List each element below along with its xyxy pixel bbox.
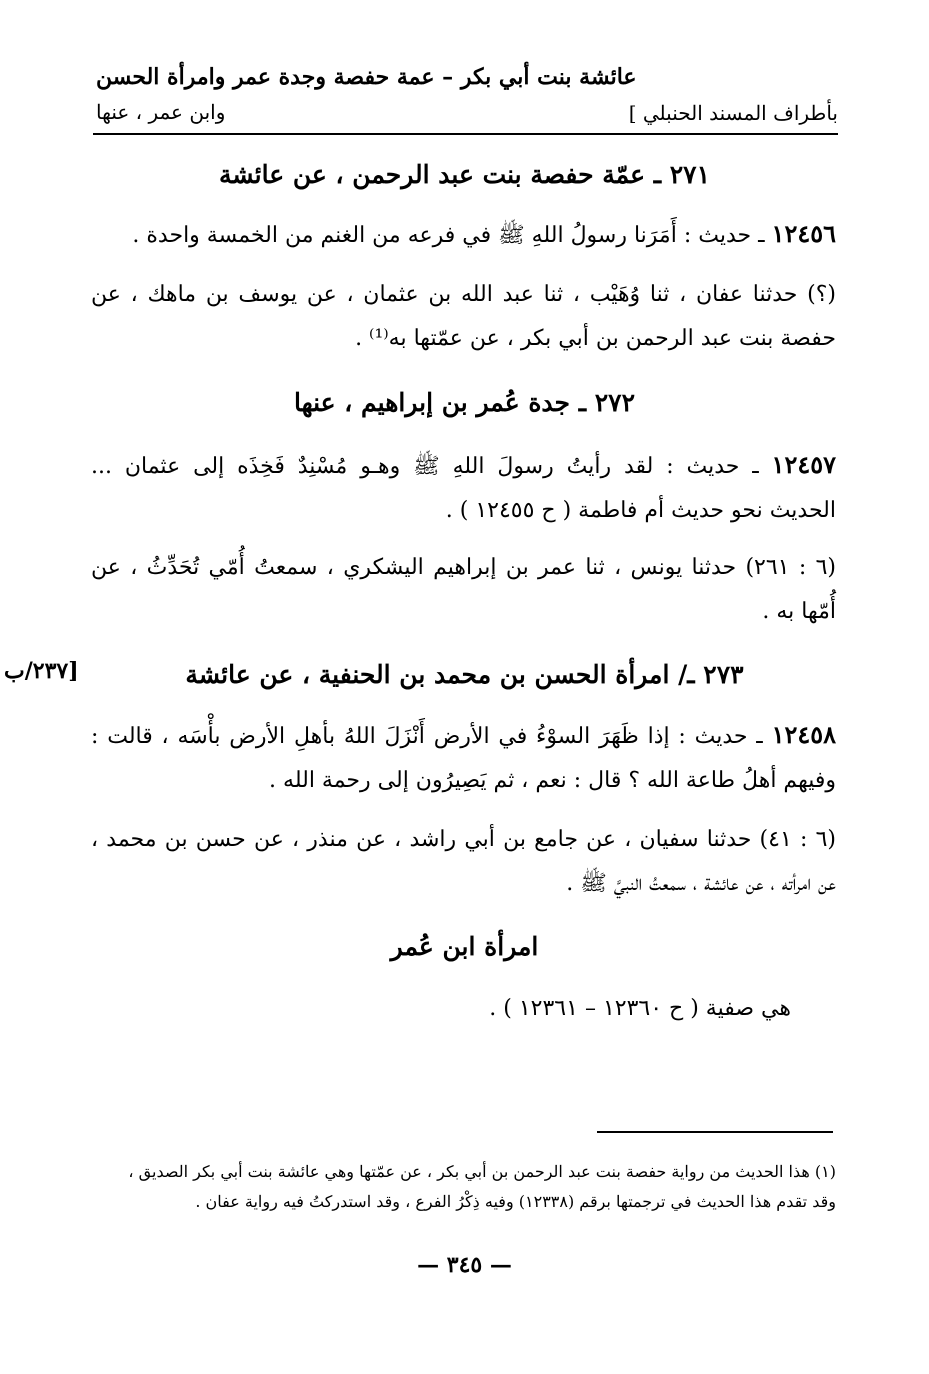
final-section-text: هي صفية ( ح ١٢٣٦٠ – ١٢٣٦١ ) . (489, 996, 791, 1021)
page-number: — ٣٤٥ — (417, 1252, 512, 1278)
isnad-line: (٦ : ٤١) حدثنا سفيان ، عن جامع بن أبي راشد ، عن منذر ، عن حسن بن محمد ، (91, 827, 836, 852)
hadith-line: ١٢٤٥٧ ـ حديث : لقد رأيتُ رسولَ اللهِ ﷺ وهـو مُسْنِدٌ فَخِذَه إلى عثمان ... (91, 450, 836, 479)
isnad-line: (؟) حدثنا عفان ، ثنا وُهَيْب ، ثنا عبد الله بن عثمان ، عن يوسف بن ماهك ، عن (91, 282, 836, 307)
hadith-12458 (91, 713, 836, 803)
hadith-12457 (91, 443, 836, 533)
header-book-title: بأطراف المسند الحنبلي ] (628, 101, 838, 125)
header-title-line1: عائشة بنت أبي بكر – عمة حفصة وجدة عمر وامرأة الحسن (96, 64, 637, 90)
footnote-line: (١) هذا الحديث من رواية حفصة بنت عبد الرحمن بن أبي بكر ، عن عمّتها وهي عائشة بنت أبي بكر الصديق ، (128, 1162, 836, 1181)
hadith-number: ١٢٤٥٦ (771, 219, 836, 248)
hadith-line: ١٢٤٥٦ ـ حديث : أَمَرَنا رسولُ اللهِ ﷺ في فرعه من الغنم من الخمسة واحدة . (132, 219, 836, 248)
isnad-line: حفصة بنت عبد الرحمن بن أبي بكر ، عن عمّتها به⁽¹⁾ . (355, 326, 836, 351)
isnad-12456 (91, 273, 836, 361)
header-rule (93, 133, 838, 135)
footnote-line: وقد تقدم هذا الحديث في ترجمتها برقم (١٢٣٣٨) وفيه ذِكْرُ الفرع ، وقد استدركتُ فيه رواية عفان . (195, 1192, 836, 1211)
hadith-line: الحديث نحو حديث أم فاطمة ( ح ١٢٤٥٥ ) . (445, 498, 836, 523)
isnad-line: أُمّها به . (762, 599, 836, 624)
section-heading-271: ٢٧١ ـ عمّة حفصة بنت عبد الرحمن ، عن عائشة (218, 160, 711, 189)
footnote (91, 1157, 836, 1217)
isnad-line: عن امرأته ، عن عائشة ، سمعتُ النبيَّ ﷺ . (566, 871, 836, 896)
isnad-12457 (91, 546, 836, 634)
section-heading-273: ٢٧٣ ـ/ امرأة الحسن بن محمد بن الحنفية ، عن عائشة (185, 660, 744, 689)
hadith-line: ١٢٤٥٨ ـ حديث : إذا ظَهَرَ السوْءُ في الأرض أَنْزَلَ اللهُ بأهلِ الأرض بأْسَه ، قالت : (91, 720, 837, 749)
hadith-line: وفيهم أهلُ طاعة الله ؟ قال : نعم ، ثم يَصِيرُون إلى رحمة الله . (269, 768, 836, 793)
margin-folio-note: [٢٣٧/ب (4, 658, 79, 684)
isnad-12458 (91, 818, 836, 906)
footnote-rule (597, 1131, 833, 1133)
hadith-number: ١٢٤٥٧ (771, 450, 836, 479)
section-heading-wife-of-ibn-umar: امرأة ابن عُمر (390, 932, 539, 961)
section-heading-272: ٢٧٢ ـ جدة عُمر بن إبراهيم ، عنها (293, 388, 636, 417)
hadith-number: ١٢٤٥٨ (771, 720, 837, 749)
hadith-12456 (91, 212, 836, 258)
isnad-line: (٦ : ٢٦١) حدثنا يونس ، ثنا عمر بن إبراهيم اليشكري ، سمعتُ أُمّي تُحَدِّثُ ، عن (91, 555, 836, 580)
header-title-line2: وابن عمر ، عنها (96, 100, 226, 124)
